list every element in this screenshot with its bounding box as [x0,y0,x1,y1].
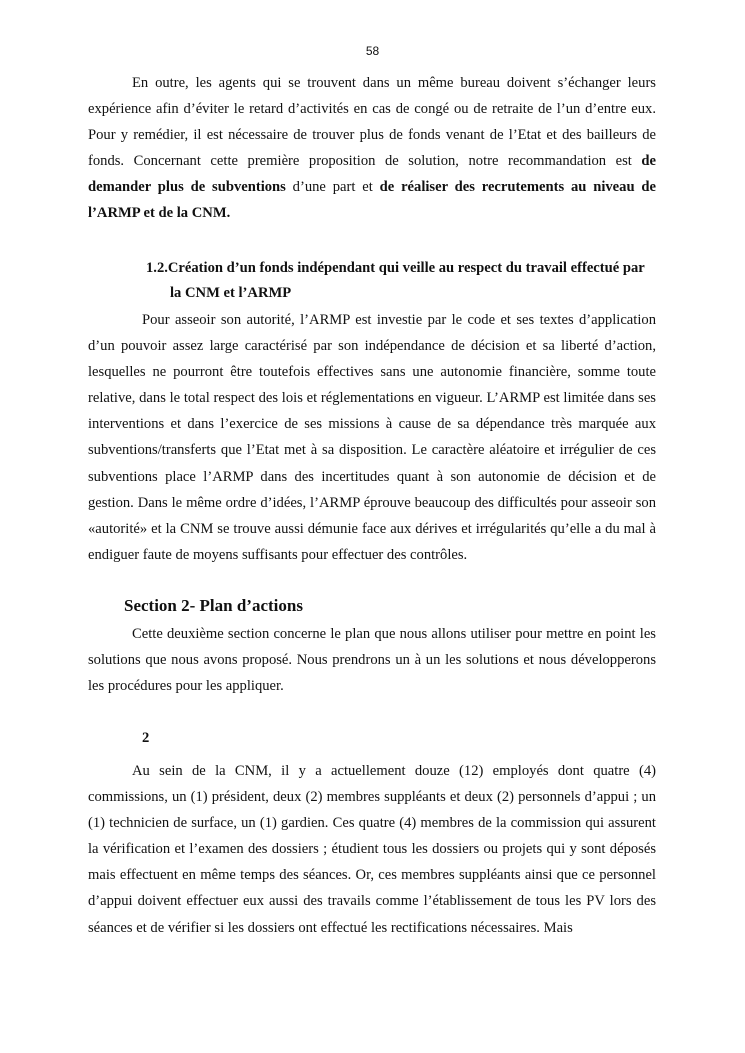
page-number: 58 [365,44,380,58]
recommendation-subsidies: de demander plus de subventions [88,153,656,196]
paragraph-cnm-recruitment: Au sein de la CNM, il y a actuellement douze (12) employés dont quatre (4) commissions, un (1) président, deux (2) membres suppléants et deux (2) personnels d’appui ; un (1) technicien de surface, un (1) gardien. Ces quatre (4) membres de la commission qui assurent la vérification et l’examen des dossiers ; étudient tous les dossiers ou projets qui y sont déposés mais effectuent en même temps des séances. Or, ces membres suppléants ainsi que ce personnel d’appui doivent effectuer eux aussi des travails comme l’établissement de tous les PV lors des séances et de vérifier si les dossiers ont effectué les rectifications nécessaires. Mais [88,763,656,936]
subheading-1-2-line1: 1.2.Création d’un fonds indépendant qui veille au respect du travail effectué par [146,260,645,276]
paragraph-1-connector: d’une part et [285,179,380,196]
paragraph-action-plan: Cette deuxième section concerne le plan que nous allons utiliser pour mettre en point les solutions que nous avons proposé. Nous prendrons un à un les solutions et nous développerons les procédures pour les appliquer. [88,626,656,695]
section-2-heading: Section 2- Plan d’actions [124,596,303,615]
paragraph-1-text: En outre, les agents qui se trouvent dans un même bureau doivent s’échanger leurs expérience afin d’éviter le retard d’activités en cas de congé ou de retraite de l’un d’entre eux. Pour y remédier, il est nécessaire de trouver plus de fonds venant de l’Etat et des bailleurs de fonds. Concernant cette première proposition de solution, notre recommandation est [88,75,656,170]
recommendation-recruitment: de réaliser des recrutements au niveau de l’ARMP et de la CNM. [88,179,656,222]
paragraph-armp-authority: Pour asseoir son autorité, l’ARMP est investie par le code et ses textes d’application d’un pouvoir assez large caractérisé par son indépendance de décision et sa liberté d’action, lesquelles ne pourront être toutefois effectives sans une autonomie financière, somme toute relative, dans le total respect des lois et réglementations en vigueur. L’ARMP est limitée dans ses interventions et dans l’exercice de ses missions à cause de sa dépendance très marquée aux subventions/transferts que l’Etat met à sa disposition. Le caractère aléatoire et irrégulier de ces subventions place l’ARMP dans des incertitudes quant à son autonomie de décision et de gestion. Dans le même ordre d’idées, l’ARMP éprouve beaucoup des difficultés pour asseoir son «autorité» et la CNM se trouve aussi démunie face aux dérives et irrégularités qu’elle a du mal à endiguer faute de moyens suffisants pour effectuer des contrôles. [88,312,656,563]
subheading-2-1: 2 [142,730,150,746]
paragraph-staff-exchange [88,70,656,227]
subheading-1-2-line2: la CNM et l’ARMP [170,285,292,301]
